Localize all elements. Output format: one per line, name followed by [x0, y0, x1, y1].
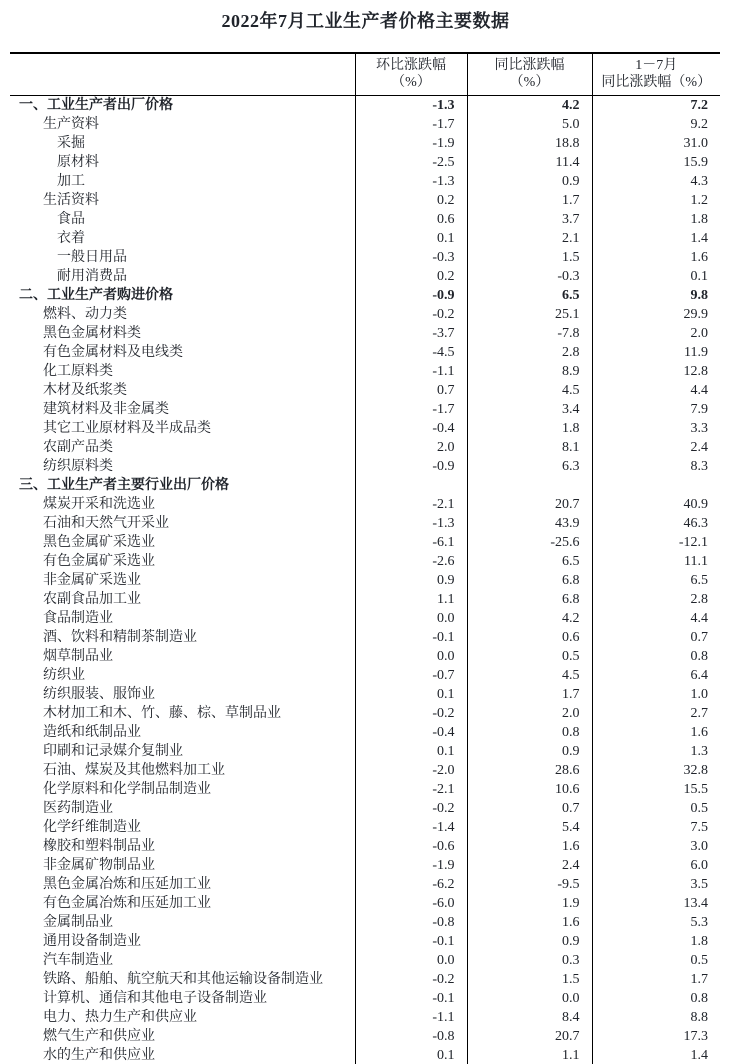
table-row — [10, 362, 720, 381]
cell-value: -1.4 — [355, 818, 467, 837]
table-body — [10, 96, 720, 1064]
header-empty-cell — [10, 53, 355, 96]
row-label: 衣着 — [57, 231, 85, 246]
cell-value — [592, 476, 720, 495]
row-label: 原材料 — [57, 155, 99, 170]
table-row — [10, 704, 720, 723]
cell-value: 1.6 — [592, 723, 720, 742]
cell-value — [467, 476, 592, 495]
table-row — [10, 172, 720, 191]
cell-value: -4.5 — [355, 343, 467, 362]
table-row — [10, 856, 720, 875]
cell-value: 6.0 — [592, 856, 720, 875]
row-label: 酒、饮料和精制茶制造业 — [43, 630, 197, 645]
row-label: 橡胶和塑料制品业 — [43, 839, 155, 854]
cell-value: 0.5 — [592, 799, 720, 818]
cell-value: 1.5 — [467, 970, 592, 989]
row-label: 有色金属矿采选业 — [43, 554, 155, 569]
column-header-yoy-line2: （%） — [509, 75, 550, 90]
row-label: 一般日用品 — [57, 250, 127, 265]
cell-value: -12.1 — [592, 533, 720, 552]
table-row — [10, 419, 720, 438]
cell-value: -0.1 — [355, 628, 467, 647]
cell-value: 6.5 — [467, 286, 592, 305]
cell-value: -6.1 — [355, 533, 467, 552]
cell-value: 1.6 — [592, 248, 720, 267]
table-row — [10, 533, 720, 552]
cell-value: 1.3 — [592, 742, 720, 761]
column-header-ytd-line1: 1－7月 — [635, 58, 678, 73]
table-row — [10, 457, 720, 476]
cell-value: -1.3 — [355, 96, 467, 116]
cell-value: 4.3 — [592, 172, 720, 191]
cell-value: 29.9 — [592, 305, 720, 324]
table-row — [10, 400, 720, 419]
row-label: 其它工业原材料及半成品类 — [43, 421, 211, 436]
row-label: 化学原料和化学制品制造业 — [43, 782, 211, 797]
cell-value: 43.9 — [467, 514, 592, 533]
cell-value: -1.1 — [355, 362, 467, 381]
cell-value: -0.1 — [355, 932, 467, 951]
cell-value: 4.2 — [467, 609, 592, 628]
cell-value: 13.4 — [592, 894, 720, 913]
row-label: 石油、煤炭及其他燃料加工业 — [43, 763, 225, 778]
page-title: 2022年7月工业生产者价格主要数据 — [221, 11, 510, 31]
cell-value: -1.3 — [355, 172, 467, 191]
cell-value: -9.5 — [467, 875, 592, 894]
row-label: 木材加工和木、竹、藤、棕、草制品业 — [43, 706, 281, 721]
cell-value: 0.8 — [592, 647, 720, 666]
cell-value: 28.6 — [467, 761, 592, 780]
cell-value: 9.8 — [592, 286, 720, 305]
cell-value: 7.9 — [592, 400, 720, 419]
cell-value: 0.0 — [355, 609, 467, 628]
cell-value: 3.0 — [592, 837, 720, 856]
table-row — [10, 761, 720, 780]
table-row — [10, 666, 720, 685]
row-label: 三、工业生产者主要行业出厂价格 — [19, 478, 229, 493]
cell-value: 0.5 — [467, 647, 592, 666]
cell-value: 8.3 — [592, 457, 720, 476]
cell-value: -6.2 — [355, 875, 467, 894]
row-label: 纺织业 — [43, 668, 85, 683]
cell-value: 8.9 — [467, 362, 592, 381]
row-label: 黑色金属矿采选业 — [43, 535, 155, 550]
cell-value: -2.5 — [355, 153, 467, 172]
table-row — [10, 571, 720, 590]
table-row — [10, 96, 720, 116]
cell-value: -0.4 — [355, 723, 467, 742]
table-row — [10, 191, 720, 210]
cell-value: 2.0 — [355, 438, 467, 457]
row-label: 通用设备制造业 — [43, 934, 141, 949]
cell-value: 0.2 — [355, 191, 467, 210]
cell-value: 2.8 — [592, 590, 720, 609]
cell-value: -2.1 — [355, 780, 467, 799]
table-row — [10, 951, 720, 970]
table-row — [10, 514, 720, 533]
cell-value: 1.1 — [355, 590, 467, 609]
cell-value: 3.3 — [592, 419, 720, 438]
table-row — [10, 894, 720, 913]
cell-value: 32.8 — [592, 761, 720, 780]
table-row — [10, 1008, 720, 1027]
cell-value: 12.8 — [592, 362, 720, 381]
cell-value: 6.5 — [592, 571, 720, 590]
row-label: 一、工业生产者出厂价格 — [19, 98, 173, 113]
table-row — [10, 229, 720, 248]
table-row — [10, 210, 720, 229]
cell-value: 40.9 — [592, 495, 720, 514]
cell-value: -1.7 — [355, 115, 467, 134]
row-label: 计算机、通信和其他电子设备制造业 — [43, 991, 267, 1006]
row-label: 黑色金属材料类 — [43, 326, 141, 341]
cell-value: 6.3 — [467, 457, 592, 476]
cell-value: 2.1 — [467, 229, 592, 248]
cell-value: 6.8 — [467, 590, 592, 609]
cell-value: 3.4 — [467, 400, 592, 419]
cell-value: 8.1 — [467, 438, 592, 457]
cell-value: -0.2 — [355, 305, 467, 324]
cell-value: -3.7 — [355, 324, 467, 343]
cell-value: 5.0 — [467, 115, 592, 134]
cell-value: -0.3 — [467, 267, 592, 286]
row-label: 建筑材料及非金属类 — [43, 402, 169, 417]
row-label: 木材及纸浆类 — [43, 383, 127, 398]
cell-value — [355, 476, 467, 495]
cell-value: 8.4 — [467, 1008, 592, 1027]
table-row — [10, 989, 720, 1008]
cell-value: 0.9 — [467, 742, 592, 761]
cell-value: 1.7 — [592, 970, 720, 989]
cell-value: -2.1 — [355, 495, 467, 514]
cell-value: 6.4 — [592, 666, 720, 685]
table-row — [10, 115, 720, 134]
table-row — [10, 552, 720, 571]
cell-value: 0.7 — [592, 628, 720, 647]
cell-value: 46.3 — [592, 514, 720, 533]
cell-value: 9.2 — [592, 115, 720, 134]
row-label: 烟草制品业 — [43, 649, 113, 664]
table-row — [10, 495, 720, 514]
cell-value: 18.8 — [467, 134, 592, 153]
cell-value: 4.5 — [467, 381, 592, 400]
cell-value: 6.5 — [467, 552, 592, 571]
table-row — [10, 780, 720, 799]
row-label: 纺织原料类 — [43, 459, 113, 474]
cell-value: -0.8 — [355, 1027, 467, 1046]
cell-value: 3.5 — [592, 875, 720, 894]
cell-value: 1.1 — [467, 1046, 592, 1064]
row-label: 燃气生产和供应业 — [43, 1029, 155, 1044]
row-label: 铁路、船舶、航空航天和其他运输设备制造业 — [43, 972, 323, 987]
cell-value: 2.8 — [467, 343, 592, 362]
row-label: 加工 — [57, 174, 85, 189]
cell-value: 0.8 — [467, 723, 592, 742]
table-row — [10, 476, 720, 495]
cell-value: 5.3 — [592, 913, 720, 932]
cell-value: -0.7 — [355, 666, 467, 685]
cell-value: -2.6 — [355, 552, 467, 571]
cell-value: 2.4 — [592, 438, 720, 457]
table-row — [10, 799, 720, 818]
cell-value: 25.1 — [467, 305, 592, 324]
column-header-yoy-line1: 同比涨跌幅 — [494, 58, 565, 73]
table-row — [10, 647, 720, 666]
cell-value: 15.5 — [592, 780, 720, 799]
cell-value: 0.7 — [355, 381, 467, 400]
cell-value: -6.0 — [355, 894, 467, 913]
cell-value: 0.9 — [467, 932, 592, 951]
row-label: 金属制品业 — [43, 915, 113, 930]
row-label: 采掘 — [57, 136, 85, 151]
table-row — [10, 343, 720, 362]
table-row — [10, 267, 720, 286]
table-row — [10, 1046, 720, 1064]
row-label: 农副食品加工业 — [43, 592, 141, 607]
cell-value: 11.9 — [592, 343, 720, 362]
row-label: 生产资料 — [43, 117, 99, 132]
cell-value: 2.7 — [592, 704, 720, 723]
table-row — [10, 932, 720, 951]
cell-value: 1.2 — [592, 191, 720, 210]
cell-value: 11.4 — [467, 153, 592, 172]
cell-value: -1.3 — [355, 514, 467, 533]
column-header-ytd — [592, 53, 720, 96]
cell-value: 0.7 — [467, 799, 592, 818]
cell-value: 0.5 — [592, 951, 720, 970]
row-label: 生活资料 — [43, 193, 99, 208]
cell-value: 0.9 — [355, 571, 467, 590]
column-header-yoy — [467, 53, 592, 96]
cell-value: 0.0 — [355, 647, 467, 666]
cell-value: 0.8 — [592, 989, 720, 1008]
row-label: 二、工业生产者购进价格 — [19, 288, 173, 303]
cell-value: 0.0 — [355, 951, 467, 970]
cell-value: 0.1 — [592, 267, 720, 286]
cell-value: 0.6 — [355, 210, 467, 229]
table-row — [10, 628, 720, 647]
row-label: 农副产品类 — [43, 440, 113, 455]
cell-value: 4.4 — [592, 381, 720, 400]
cell-value: 7.2 — [592, 96, 720, 116]
table-row — [10, 381, 720, 400]
cell-value: 0.2 — [355, 267, 467, 286]
cell-value: 0.9 — [467, 172, 592, 191]
cell-value: 2.0 — [592, 324, 720, 343]
row-label: 黑色金属冶炼和压延加工业 — [43, 877, 211, 892]
cell-value: -0.8 — [355, 913, 467, 932]
row-label: 有色金属冶炼和压延加工业 — [43, 896, 211, 911]
cell-value: 1.4 — [592, 1046, 720, 1064]
cell-value: -7.8 — [467, 324, 592, 343]
table-row — [10, 1027, 720, 1046]
table-row — [10, 134, 720, 153]
cell-value: 1.8 — [592, 210, 720, 229]
row-label: 化学纤维制造业 — [43, 820, 141, 835]
cell-value: -0.9 — [355, 457, 467, 476]
cell-value: 2.4 — [467, 856, 592, 875]
cell-value: 1.7 — [467, 191, 592, 210]
row-label: 煤炭开采和洗选业 — [43, 497, 155, 512]
cell-value: 1.8 — [592, 932, 720, 951]
cell-value: -1.9 — [355, 134, 467, 153]
table-row — [10, 685, 720, 704]
price-data-table — [10, 52, 720, 1064]
cell-value: -1.7 — [355, 400, 467, 419]
cell-value: 1.8 — [467, 419, 592, 438]
cell-value: -0.2 — [355, 704, 467, 723]
cell-value: 1.5 — [467, 248, 592, 267]
column-header-ytd-line2: 同比涨跌幅（%） — [601, 75, 712, 90]
cell-value: 4.4 — [592, 609, 720, 628]
cell-value: 1.6 — [467, 913, 592, 932]
row-label: 耐用消费品 — [57, 269, 127, 284]
cell-value: 3.7 — [467, 210, 592, 229]
cell-value: 4.2 — [467, 96, 592, 116]
table-row — [10, 438, 720, 457]
table-row — [10, 153, 720, 172]
cell-value: 20.7 — [467, 1027, 592, 1046]
table-row — [10, 609, 720, 628]
row-label: 燃料、动力类 — [43, 307, 127, 322]
row-label: 食品 — [57, 212, 85, 227]
cell-value: 0.1 — [355, 1046, 467, 1064]
row-label: 印刷和记录媒介复制业 — [43, 744, 183, 759]
cell-value: 0.3 — [467, 951, 592, 970]
table-row — [10, 286, 720, 305]
table-row — [10, 723, 720, 742]
row-label: 造纸和纸制品业 — [43, 725, 141, 740]
column-header-mom — [355, 53, 467, 96]
column-header-mom-line1: 环比涨跌幅 — [376, 58, 446, 73]
table-header — [10, 53, 720, 96]
row-label: 非金属矿采选业 — [43, 573, 141, 588]
cell-value: 1.0 — [592, 685, 720, 704]
cell-value: 1.4 — [592, 229, 720, 248]
table-row — [10, 875, 720, 894]
column-header-mom-line2: （%） — [391, 75, 431, 90]
table-row — [10, 305, 720, 324]
row-label: 化工原料类 — [43, 364, 113, 379]
table-row — [10, 742, 720, 761]
table-row — [10, 970, 720, 989]
cell-value: 17.3 — [592, 1027, 720, 1046]
table-row — [10, 837, 720, 856]
cell-value: -1.1 — [355, 1008, 467, 1027]
header-row — [10, 53, 720, 96]
cell-value: 0.1 — [355, 685, 467, 704]
cell-value: 1.7 — [467, 685, 592, 704]
cell-value: 4.5 — [467, 666, 592, 685]
cell-value: -0.2 — [355, 799, 467, 818]
cell-value: 0.0 — [467, 989, 592, 1008]
cell-value: 8.8 — [592, 1008, 720, 1027]
row-label: 石油和天然气开采业 — [43, 516, 169, 531]
cell-value: -2.0 — [355, 761, 467, 780]
row-label: 水的生产和供应业 — [43, 1048, 155, 1063]
cell-value: 31.0 — [592, 134, 720, 153]
cell-value: 2.0 — [467, 704, 592, 723]
cell-value: -0.9 — [355, 286, 467, 305]
cell-value: 10.6 — [467, 780, 592, 799]
cell-value: 0.6 — [467, 628, 592, 647]
cell-value: -0.1 — [355, 989, 467, 1008]
table-row — [10, 248, 720, 267]
table-row — [10, 818, 720, 837]
cell-value: 0.1 — [355, 742, 467, 761]
table-row — [10, 913, 720, 932]
cell-value: 6.8 — [467, 571, 592, 590]
cell-value: 11.1 — [592, 552, 720, 571]
cell-value: -0.3 — [355, 248, 467, 267]
row-label: 纺织服装、服饰业 — [43, 687, 155, 702]
row-label: 食品制造业 — [43, 611, 113, 626]
cell-value: 7.5 — [592, 818, 720, 837]
cell-value: 5.4 — [467, 818, 592, 837]
row-label: 电力、热力生产和供应业 — [43, 1010, 197, 1025]
row-label: 汽车制造业 — [43, 953, 113, 968]
table-row — [10, 590, 720, 609]
cell-value: -0.2 — [355, 970, 467, 989]
cell-value: 0.1 — [355, 229, 467, 248]
row-label: 非金属矿物制品业 — [43, 858, 155, 873]
cell-value: -1.9 — [355, 856, 467, 875]
cell-value: 1.6 — [467, 837, 592, 856]
cell-value: 1.9 — [467, 894, 592, 913]
cell-value: -25.6 — [467, 533, 592, 552]
cell-value: -0.6 — [355, 837, 467, 856]
row-label: 有色金属材料及电线类 — [43, 345, 183, 360]
cell-value: 15.9 — [592, 153, 720, 172]
row-label: 医药制造业 — [43, 801, 113, 816]
table-row — [10, 324, 720, 343]
cell-value: -0.4 — [355, 419, 467, 438]
cell-value: 20.7 — [467, 495, 592, 514]
